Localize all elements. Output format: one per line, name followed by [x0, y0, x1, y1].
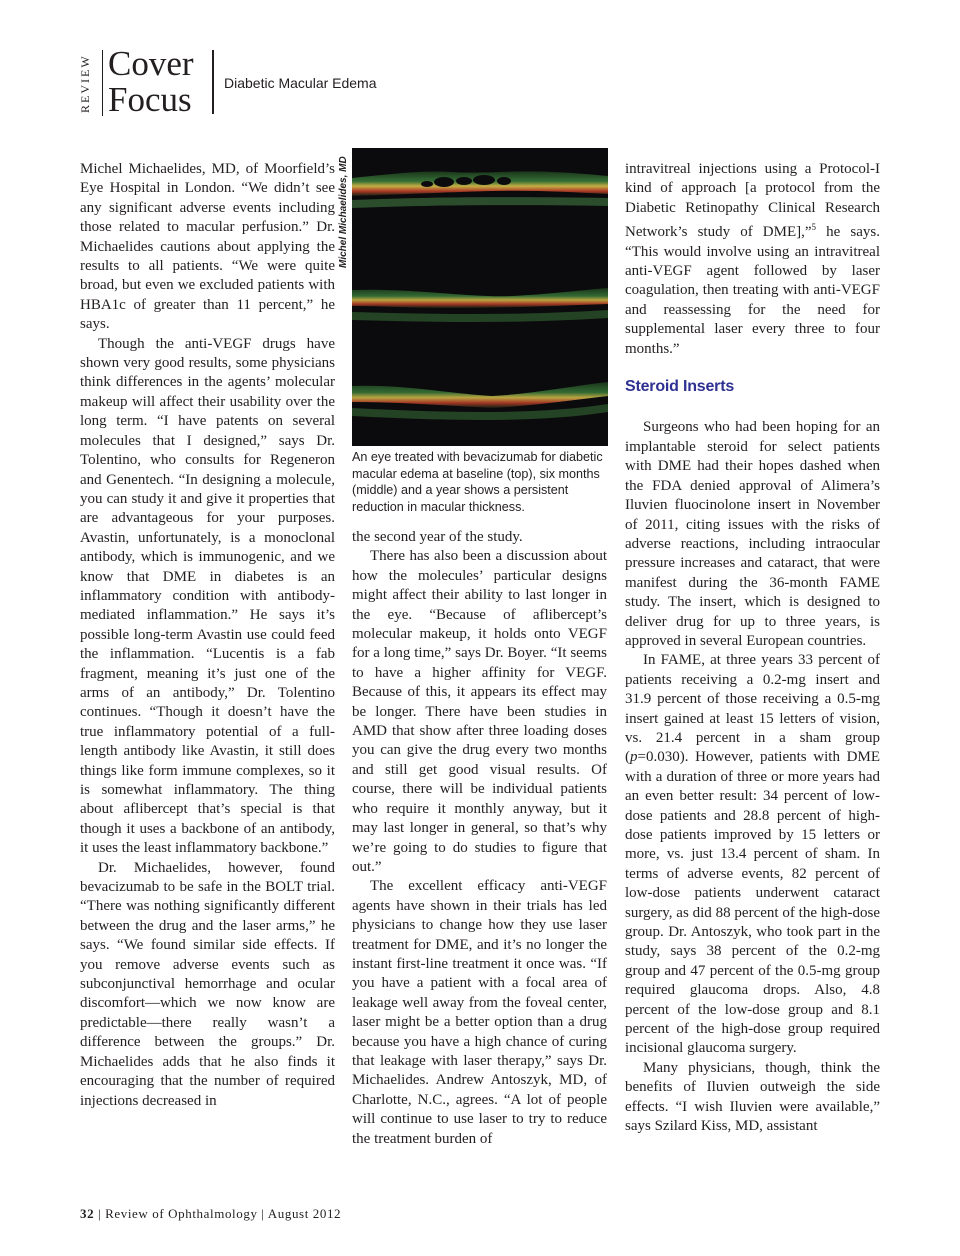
section-title: Diabetic Macular Edema — [224, 75, 377, 91]
reference-superscript: 5 — [811, 222, 817, 233]
col2-paragraph-3: The excellent efficacy anti-VEGF agents have shown in their trials has led physicians to change how they use laser treatment for DME, and it’s no longer the instant first-line treatment it once was. “If you have a patient with a focal area of leakage well away from the foveal center, laser might be a better option than a drug because you have a high chance of curing that leakage with laser therapy,” says Dr. Michaelides. Andrew Antoszyk, MD, of Charlotte, N.C., agrees. “A lot of people will continue to use laser to try to reduce the treatment burden of — [352, 878, 607, 1147]
page-footer — [80, 1206, 341, 1222]
footer-separator-1: | — [94, 1206, 106, 1221]
col1-paragraph-1: Michel Michaelides, MD, of Moorfield’s Eye Hospital in London. “We didn’t see any significant adverse events including those related to macular perfusion.” Dr. Michaelides cautions about applying the results to all patients. “We were quite broad, but even we excluded patients with HBA1c of greater than 11 percent,” he says. — [80, 161, 335, 333]
col3-paragraph-1-end: he says. “This would involve using an intravitreal anti-VEGF agent followed by laser coagulation, then treating with anti-VEGF and reassessing for the need for supplemental laser every three to four months.” — [625, 224, 880, 357]
article-column-3 — [625, 160, 880, 1180]
p-value-italic: p — [630, 749, 638, 766]
photo-credit: Michel Michaelides, MD — [338, 156, 349, 268]
col3-paragraph-3-a: In FAME, at three years 33 percent of patients receiving a 0.2-mg insert and 31.9 percent of those receiving a 0.5-mg insert gained at least 15 letters of vision, vs. 21.4 percent in a sham group ( — [625, 652, 880, 766]
oct-scan-image — [352, 148, 608, 446]
subhead-steroid-inserts: Steroid Inserts — [625, 378, 735, 396]
col3-paragraph-1-text: intravitreal injections using a Protocol-I kind of approach [a protocol from the Diabetic Retinopathy Clinical Research Network’s study of DME],” — [625, 161, 880, 241]
figure-caption: An eye treated with bevacizumab for diabetic macular edema at baseline (top), six months (middle) and a year shows a persistent reduction in macular thickness. — [352, 450, 603, 514]
review-kicker: REVIEW — [78, 54, 92, 114]
col3-paragraph-1 — [625, 160, 880, 359]
page-number: 32 — [80, 1206, 95, 1221]
article-column-2 — [352, 528, 607, 1178]
col1-paragraph-3: Dr. Michaelides, however, found bevacizumab to be safe in the BOLT trial. “There was nothing significantly different between the drug and the laser arms,” he says. “We found similar side effects. If you remove adverse events such as subconjunctival hemorrhage and ocular discomfort—which we now know are predictable—there really wasn’t a difference between the groups.” Dr. Michaelides adds that he also finds it encouraging that the number of required injections decreased in — [80, 859, 335, 1109]
col1-paragraph-2: Though the anti-VEGF drugs have shown very good results, some physicians think differences in the agents’ molecular makeup will affect their usability over the long term. “I have patents on several molecules that I designed,” says Dr. Tolentino, who consults for Regeneron and Genentech. “In designing a molecule, you can study it and give it properties that are advantageous for your purposes. Avastin, unfortunately, is a monoclonal antibody, which is immunogenic, and we know that DME in diabetes is an inflammatory condition with antibody-mediated inflammation.” He says it’s possible long-term Avastin use could feed the inflammation. “Lucentis is a fab fragment, meaning it’s just one of the arms of an antibody,” Dr. Tolentino continues. “Though it doesn’t have the true inflammatory potential of a full-length antibody like Avastin, it still does things like form immune complexes, so it is somewhat inflammatory. The thing about aflibercept that’s special is that though it uses a backbone of an antibody, it uses the least inflammatory backbone.” — [80, 335, 335, 857]
col3-paragraph-3-b: =0.030). However, patients with DME with a duration of three or more years had an even better result: 34 percent of low-dose patients and 28.8 percent of high-dose patients improved by 15 letters or more, vs. just 13.4 percent of sham. In terms of adverse events, 82 percent of low-dose patients underwent cataract surgery, as did 88 percent of the high-dose group. Dr. Antoszyk, who took part in the study, says 38 percent of the 0.2-mg group and 47 percent of the 0.5-mg group required glaucoma drops. Also, 4.8 percent of the low-dose group and 8.1 percent of the high-dose group required incisional glaucoma surgery. — [625, 749, 880, 1057]
col2-paragraph-2: There has also been a discussion about how the molecules’ particular designs might affect their ability to last longer in the eye. “Because of aflibercept’s molecular makeup, it holds onto VEGF for a long time,” says Dr. Boyer. “It seems to have a higher affinity for VEGF. Because of this, it appears its effect may be longer. There have been studies in AMD that show after three loading doses you can give the drug every two months and still get good visual results. Of course, there will be individual patients who require it monthly anyway, but it may last longer in general, so that’s why we’re going to do studies to figure that out.” — [352, 548, 607, 875]
article-column-1 — [80, 160, 335, 1180]
publication-name: Review of Ophthalmology — [105, 1206, 258, 1221]
col3-paragraph-3 — [625, 651, 880, 1059]
col3-paragraph-2: Surgeons who had been hoping for an implantable steroid for select patients with DME had their hopes dashed when the FDA denied approval of Alimera’s Iluvien fluocinolone insert in November of 2011, citing issues with the risks of adverse reactions, including intraocular pressure increases and cataract, that were manifest during the 36-month FAME study. The insert, which is designed to deliver drug for up to three years, is approved in several European countries. — [625, 419, 880, 649]
col3-paragraph-4: Many physicians, though, think the benefits of Iluvien outweigh the side effects. “I wish Iluvien were available,” says Szilard Kiss, MD, assistant — [625, 1059, 880, 1135]
header-rule-left — [102, 50, 103, 116]
header-title-focus: Focus — [108, 80, 192, 119]
header-rule-right — [212, 50, 214, 114]
header-title-cover: Cover — [108, 44, 194, 83]
issue-date: August 2012 — [267, 1206, 342, 1221]
col2-paragraph-1: the second year of the study. — [352, 529, 523, 545]
footer-separator-2: | — [257, 1206, 268, 1221]
oct-scan-graphic — [352, 148, 608, 446]
